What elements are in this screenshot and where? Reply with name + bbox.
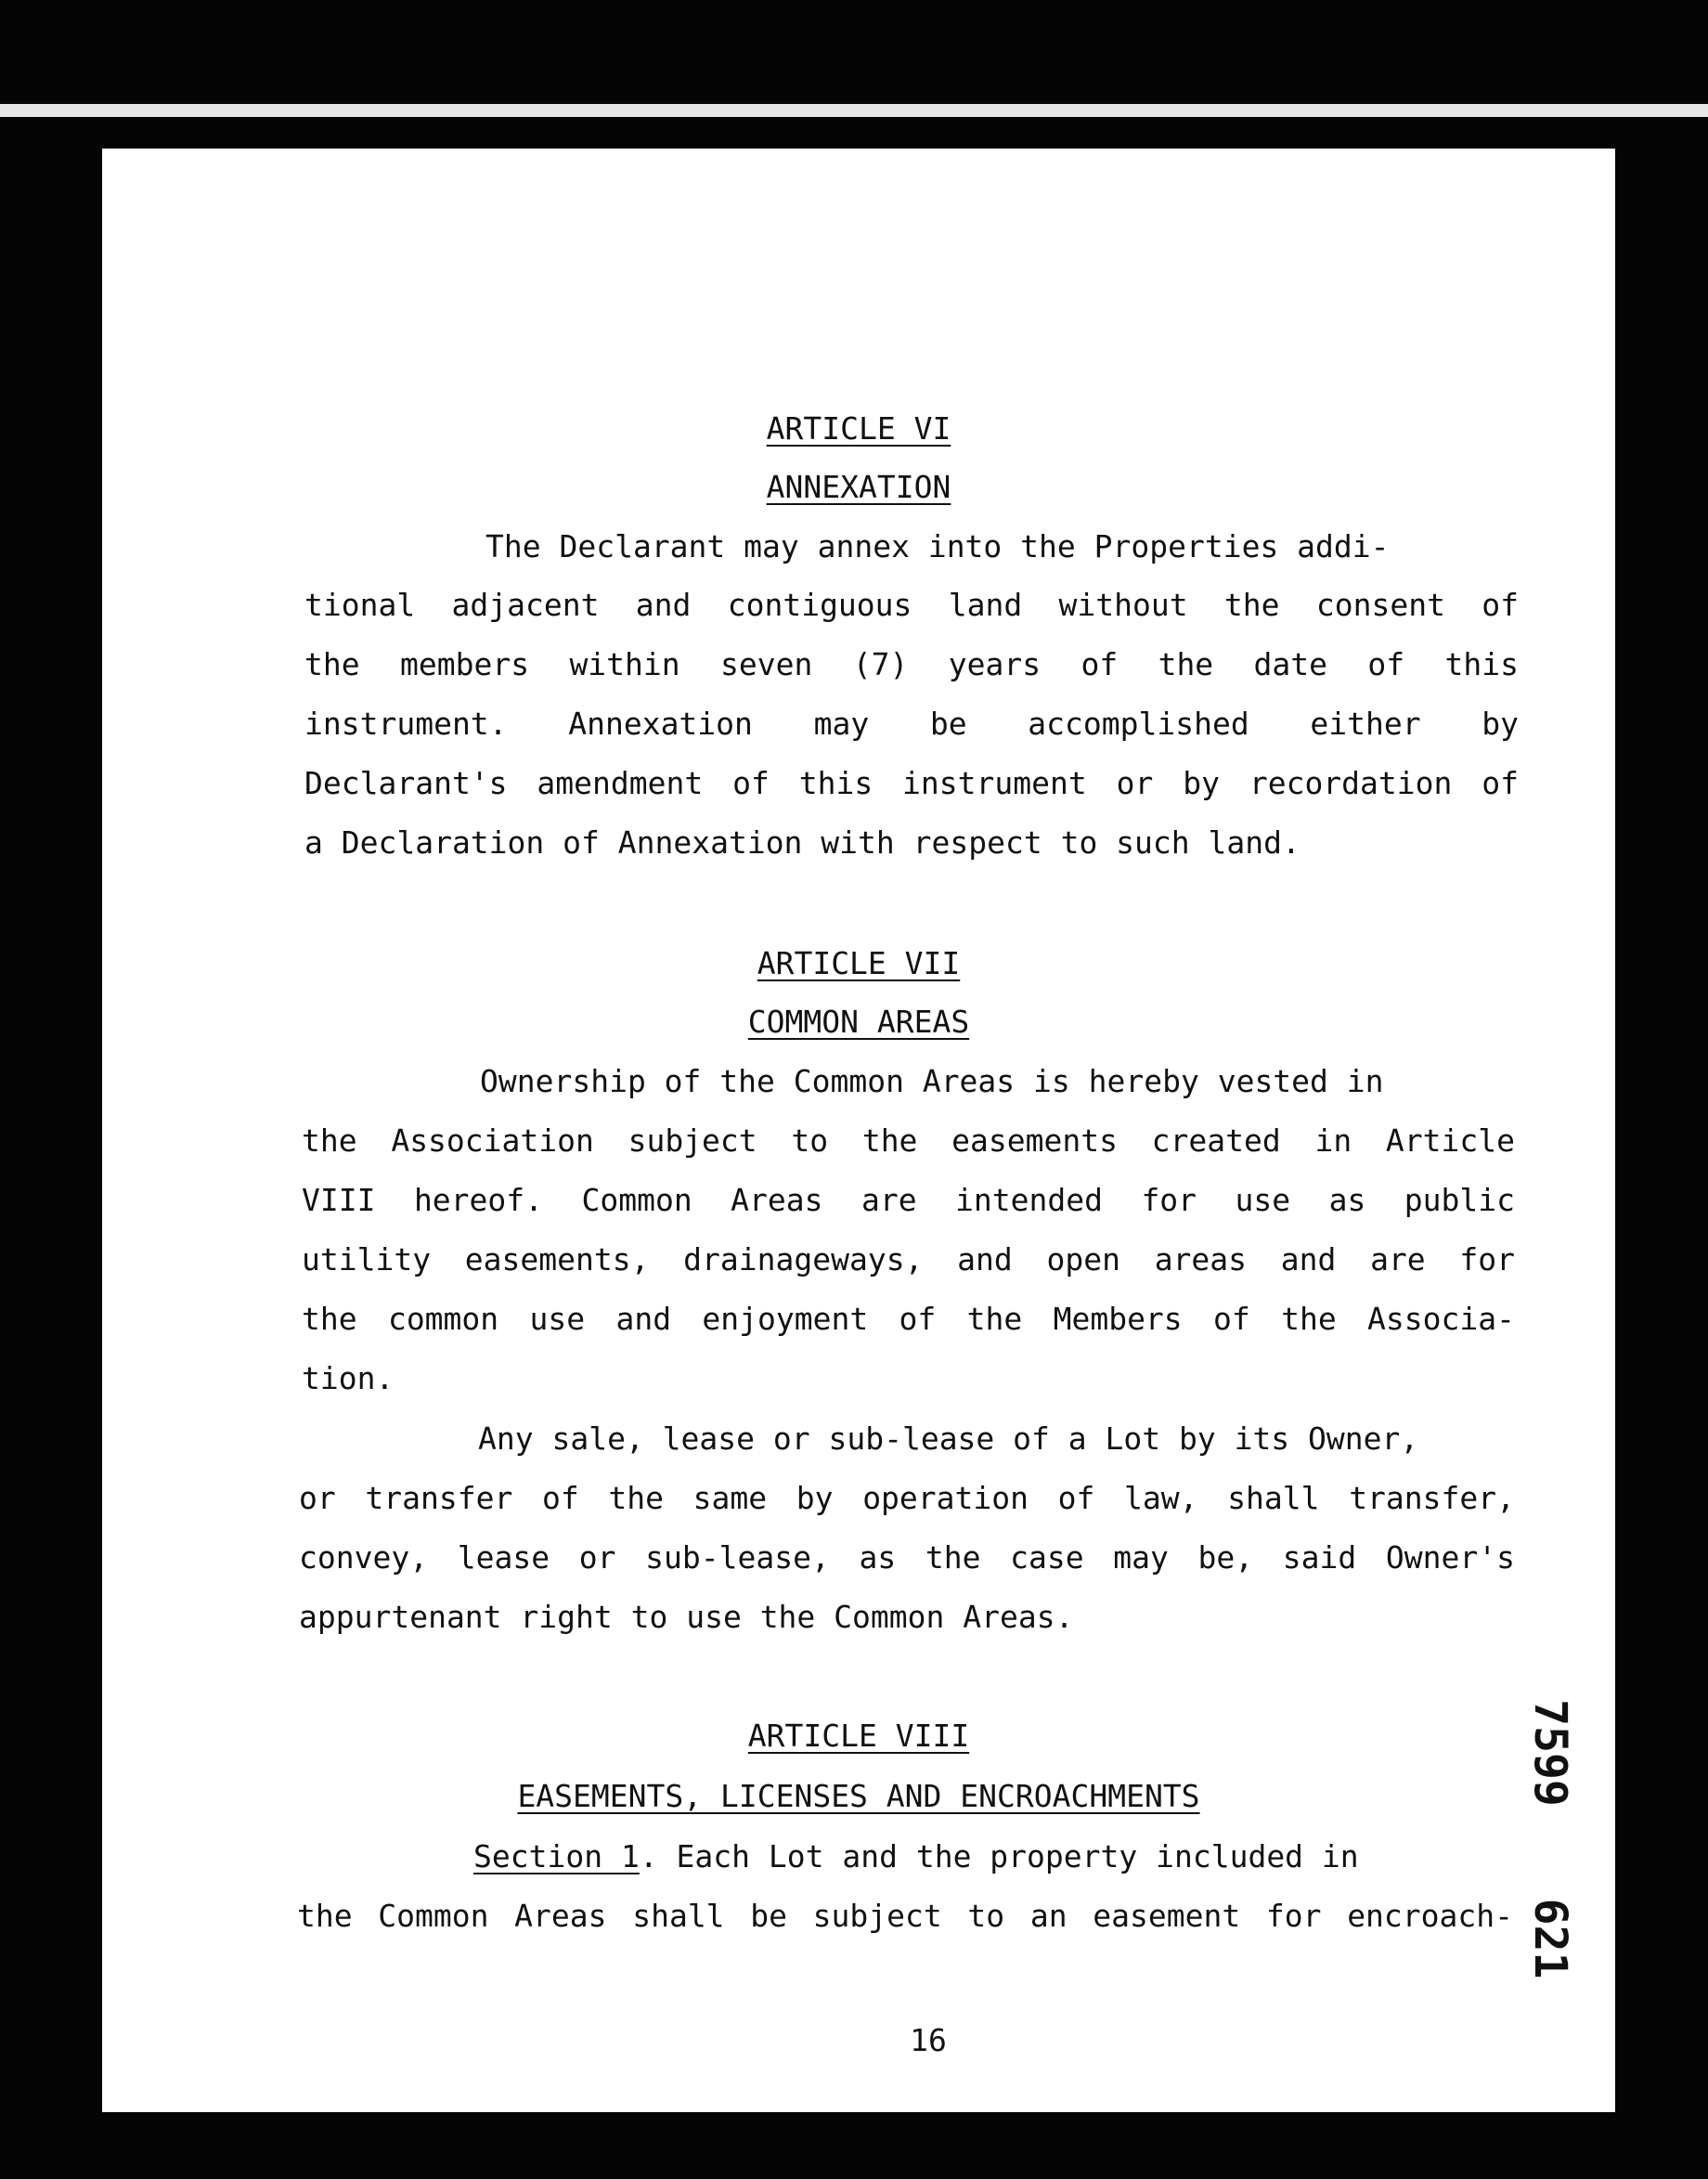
article-vi-line-1: The Declarant may annex into the Properties addi- [485, 528, 1390, 564]
article-vii-p1-line-3: VIII hereof. Common Areas are intended for use as public [302, 1182, 1515, 1218]
article-vi-line-4: instrument. Annexation may be accomplished either by [304, 706, 1519, 742]
article-vii-title: COMMON AREAS [747, 1004, 970, 1040]
article-vii-p1-line-6: tion. [302, 1360, 395, 1396]
margin-page-number: 621 [1524, 1898, 1576, 1979]
article-vii-heading: ARTICLE VII [757, 945, 961, 981]
article-vi-heading: ARTICLE VI [766, 410, 951, 447]
article-viii-title: EASEMENTS, LICENSES AND ENCROACHMENTS [517, 1778, 1200, 1814]
article-vi-title: ANNEXATION [766, 469, 951, 505]
scan-edge-band [0, 104, 1708, 117]
article-vi-line-2: tional adjacent and contiguous land without the consent of [304, 587, 1519, 623]
section-1-label: Section 1 [473, 1838, 640, 1874]
article-vii-p2-line-4: appurtenant right to use the Common Areas. [299, 1599, 1074, 1635]
article-vii-p1-line-4: utility easements, drainageways, and open areas and are for [302, 1241, 1515, 1278]
article-viii-section-1-line-1 [473, 1836, 1359, 1877]
article-vi-line-5: Declarant's amendment of this instrument or by recordation of [304, 765, 1519, 801]
section-1-line-1-text: . Each Lot and the property included in [639, 1838, 1359, 1874]
margin-book-number: 7599 [1524, 1699, 1576, 1807]
article-vi-line-6: a Declaration of Annexation with respect to such land. [304, 824, 1300, 861]
article-vii-p2-line-3: convey, lease or sub-lease, as the case may be, said Owner's [299, 1539, 1515, 1576]
article-viii-section-1-line-2: the Common Areas shall be subject to an easement for encroach- [297, 1898, 1513, 1934]
article-vii-p2-line-1: Any sale, lease or sub-lease of a Lot by its Owner, [478, 1420, 1419, 1457]
article-vii-p1-line-1: Ownership of the Common Areas is hereby vested in [480, 1063, 1384, 1099]
article-vii-p2-line-2: or transfer of the same by operation of law, shall transfer, [299, 1480, 1515, 1516]
article-vii-p1-line-5: the common use and enjoyment of the Members of the Associa- [302, 1301, 1515, 1337]
document-page [102, 149, 1615, 2112]
article-viii-heading: ARTICLE VIII [747, 1718, 970, 1754]
article-vi-line-3: the members within seven (7) years of the date of this [304, 646, 1519, 682]
article-vii-p1-line-2: the Association subject to the easements created in Article [302, 1122, 1515, 1159]
page-number: 16 [910, 2022, 947, 2058]
